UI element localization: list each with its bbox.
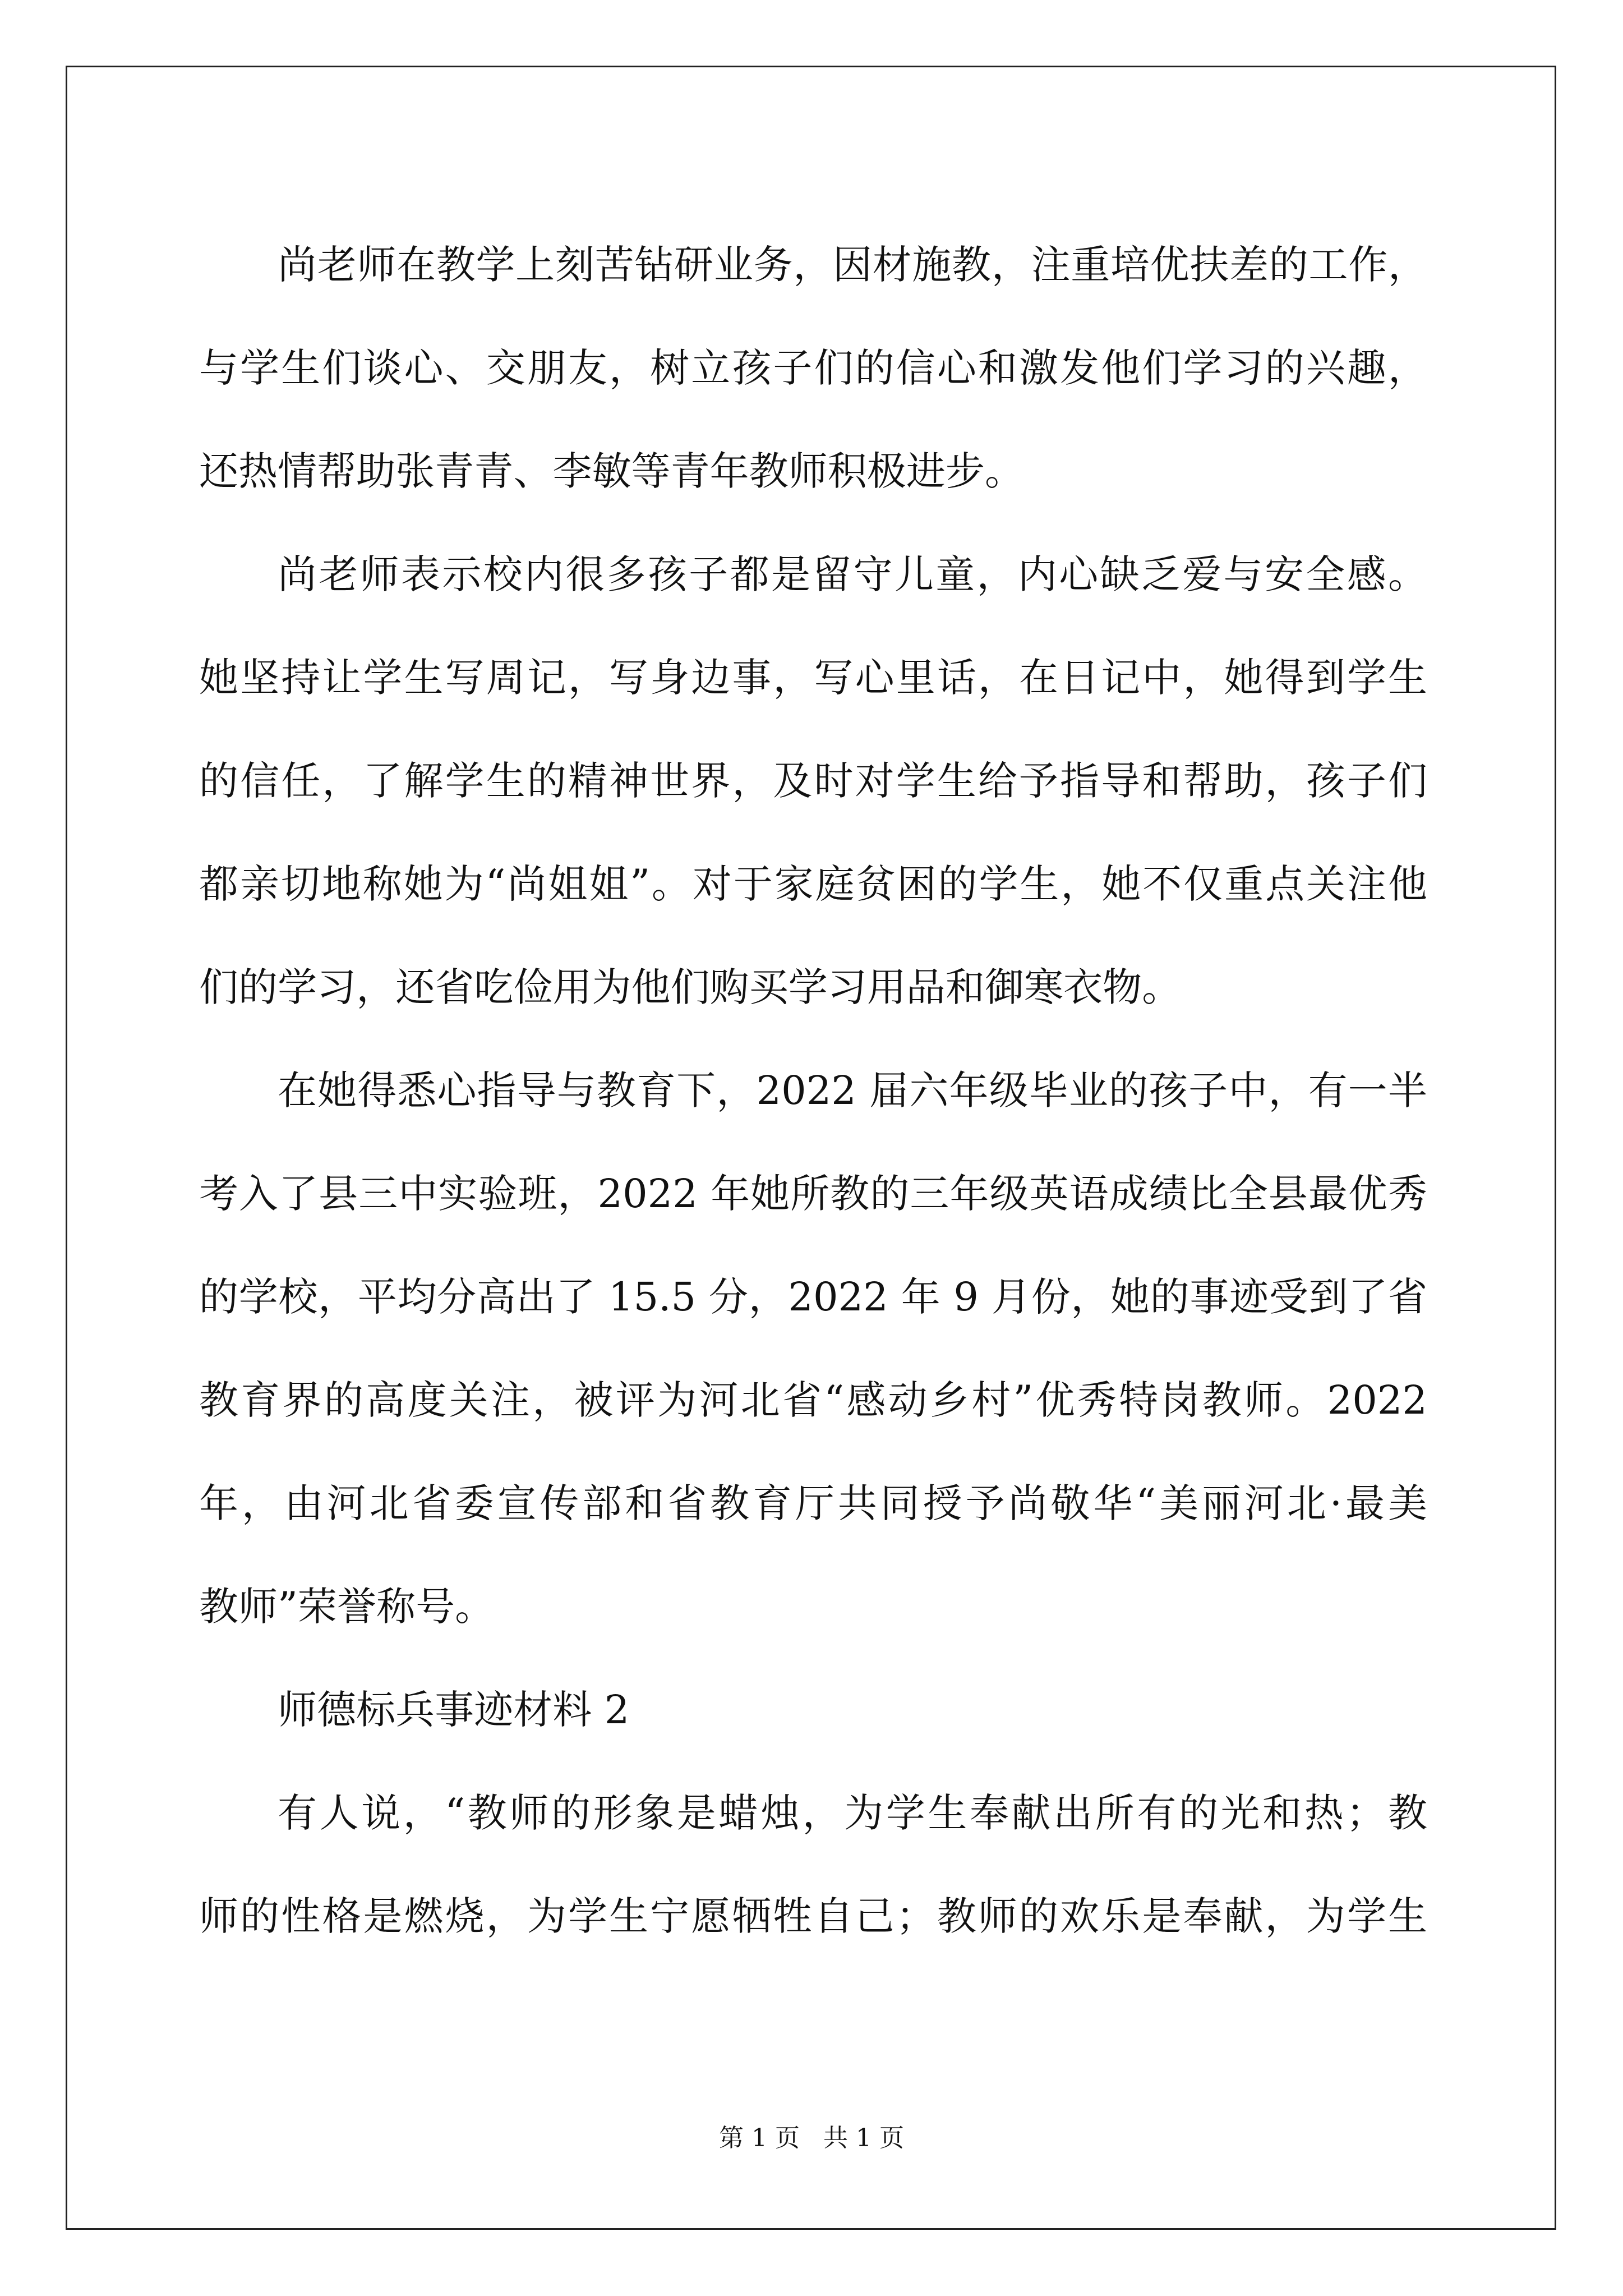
section-heading: 师德标兵事迹材料 2: [278, 1687, 630, 1733]
document-body: [199, 213, 1427, 1968]
paragraph-line: 年，由河北省委宣传部和省教育厅共同授予尚敬华“美丽河北·最美: [199, 1480, 1427, 1526]
paragraph-line: 与学生们谈心、交朋友，树立孩子们的信心和激发他们学习的兴趣，: [199, 345, 1427, 391]
paragraph-line: 有人说，“教师的形象是蜡烛，为学生奉献出所有的光和热；教: [278, 1790, 1427, 1836]
paragraph-line: 教育界的高度关注，被评为河北省“感动乡村”优秀特岗教师。2022: [199, 1377, 1427, 1423]
paragraph-line: 尚老师表示校内很多孩子都是留守儿童，内心缺乏爱与安全感。: [278, 551, 1427, 597]
paragraph-line: 的学校，平均分高出了 15.5 分，2022 年 9 月份，她的事迹受到了省: [199, 1274, 1427, 1320]
paragraph-line: 的信任，了解学生的精神世界，及时对学生给予指导和帮助，孩子们: [199, 758, 1427, 804]
paragraph-line: 教师”荣誉称号。: [199, 1584, 495, 1630]
paragraph-line: 尚老师在教学上刻苦钻研业务，因材施教，注重培优扶差的工作，: [278, 242, 1427, 288]
paragraph-line: 都亲切地称她为“尚姐姐”。对于家庭贫困的学生，她不仅重点关注他: [199, 861, 1427, 907]
page-footer: 第 1 页 共 1 页: [719, 2124, 904, 2152]
paragraph-line: 还热情帮助张青青、李敏等青年教师积极进步。: [199, 448, 1025, 494]
paragraph-line: 师的性格是燃烧，为学生宁愿牺牲自己；教师的欢乐是奉献，为学生: [199, 1893, 1427, 1939]
paragraph-line: 考入了县三中实验班，2022 年她所教的三年级英语成绩比全县最优秀: [199, 1171, 1427, 1217]
paragraph-line: 们的学习，还省吃俭用为他们购买学习用品和御寒衣物。: [199, 964, 1182, 1010]
paragraph-line: 她坚持让学生写周记，写身边事，写心里话，在日记中，她得到学生: [199, 655, 1427, 701]
paragraph-line: 在她得悉心指导与教育下，2022 届六年级毕业的孩子中，有一半: [278, 1068, 1427, 1114]
